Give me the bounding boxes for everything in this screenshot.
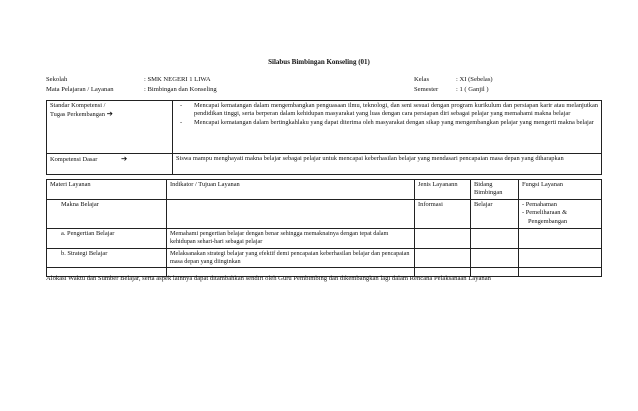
standar-label-cell [47, 101, 173, 154]
standar-list [176, 102, 598, 127]
kompetensi-table [46, 100, 602, 175]
standar-content-cell [173, 101, 602, 154]
jenis-cell [415, 248, 471, 268]
arrow-right-icon: ➔ [121, 154, 128, 163]
mapel-value: : Bimbingan dan Konseling [144, 86, 217, 93]
standar-row [47, 101, 602, 154]
header-jenis: Jenis Layanann [415, 180, 471, 200]
jenis-cell [415, 228, 471, 248]
materi-cell: b. Strategi Belajar [47, 248, 167, 268]
table-row [47, 228, 602, 248]
semester-value: : 1 ( Ganjil ) [456, 86, 489, 93]
fungsi-cell [519, 199, 602, 228]
fungsi-item: - Pemahaman [522, 200, 557, 208]
header-materi: Materi Layanan [47, 180, 167, 200]
sekolah-value: : SMK NEGERI 1 LIWA [144, 76, 211, 83]
fungsi-item: - Pemeliharaan & [522, 209, 568, 217]
kelas-label: Kelas [414, 76, 430, 83]
semester-label: Semester [414, 86, 439, 93]
indikator-cell [167, 199, 415, 228]
table-row [47, 248, 602, 268]
standar-label-2: Tugas Perkembangan [50, 111, 105, 119]
fungsi-item: Pengembangan [528, 217, 568, 225]
fungsi-cell [519, 228, 602, 248]
arrow-right-icon: ➔ [106, 109, 113, 119]
bidang-cell: Belajar [471, 199, 519, 228]
bidang-cell [471, 228, 519, 248]
kompetensi-row [47, 154, 602, 175]
kompetensi-label-cell [47, 154, 173, 175]
materi-cell: a. Pengertian Belajar [47, 228, 167, 248]
table-header-row [47, 180, 602, 200]
jenis-cell: Informasi [415, 199, 471, 228]
standar-item: - Mencapai kematangan dalam bertingkahlaku yang dapat diterima oleh masyarakat dengan sikap yang mengembangkan pelajar yang mengerti makna belajar [176, 119, 598, 127]
table-row [47, 199, 602, 228]
mapel-label: Mata Pelajaran / Layanan [46, 86, 114, 93]
kelas-value: : XI (Sebelas) [456, 76, 493, 83]
indikator-cell: Memahami pengertian belajar dengan benar sehingga memaknainya dengan tepat dalam kehidupan sehari-hari sebagai pelajar [167, 228, 415, 248]
header-indikator: Indikator / Tujuan Layanan [167, 180, 415, 200]
fungsi-cell [519, 248, 602, 268]
materi-cell: Makna Belajar [47, 199, 167, 228]
document-title: Silabus Bimbingan Konseling (01) [268, 58, 370, 66]
materi-table [46, 179, 602, 277]
sekolah-label: Sekolah [46, 76, 68, 83]
kompetensi-label: Kompetensi Dasar [50, 156, 98, 163]
standar-item: - Mencapai kematangan dalam mengembangkan penguasaan ilmu, teknologi, dan seni sesuai dengan program kurikulum dan persiapan karir atau melanjutkan pendidikan tinggi, serta berperan dalam kehidupan masyarakat yang luas dengan cara persiapan diri sebagai pelajar yang memahami makna belajar [176, 102, 598, 119]
bidang-cell [471, 248, 519, 268]
kompetensi-value: Siswa mampu menghayati makna belajar sebagai pelajar untuk mencapai keberhasilan belajar yang mendasari pencapaian masa depan yang diharapkan [173, 154, 602, 175]
footer-note: Alokasi Waktu dan Sumber Belajar, serta aspek lainnya dapat ditambahkan sendiri oleh Guru Pembimbing dan dikembangkan lagi dalam Rencana Pelaksanaan Layanan [46, 275, 491, 282]
header-fungsi: Fungsi Layanan [519, 180, 602, 200]
header-bidang: Bidang Bimbingan [471, 180, 519, 200]
indikator-cell: Melaksanakan strategi belajar yang efektif demi pencapaian keberhasilan belajar dan pencapaian masa depan yang diinginkan [167, 248, 415, 268]
standar-label: Standar Kompetensi / [50, 102, 106, 109]
